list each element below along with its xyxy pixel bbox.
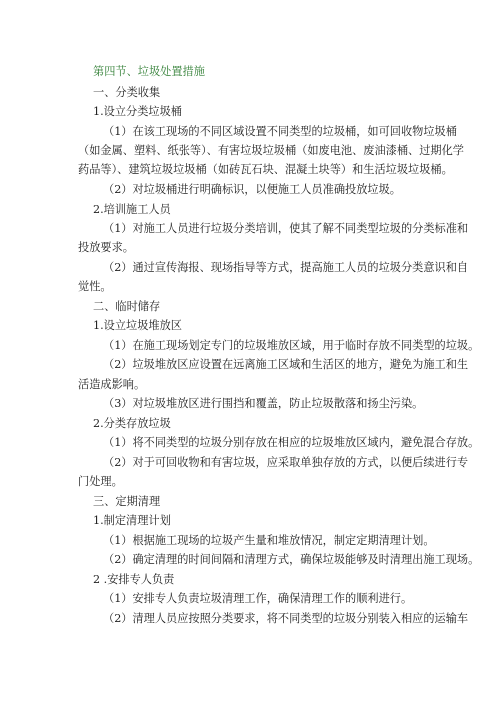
paragraph-line: （2）通过宣传海报、现场指导等方式，提高施工人员的垃圾分类意识和自 <box>103 261 469 274</box>
section-title: 第四节、垃圾处置措施 <box>93 65 205 78</box>
paragraph-line: （1）将不同类型的垃圾分别存放在相应的垃圾堆放区域内，避免混合存放。 <box>103 436 480 449</box>
paragraph-line: （2）对垃圾桶进行明确标识，以便施工人员准确投放垃圾。 <box>103 183 401 196</box>
paragraph-line: 药品等）、建筑垃圾垃圾桶（如砖瓦石块、混凝土块等）和生活垃圾垃圾桶。 <box>78 163 453 176</box>
paragraph-line: （2）对于可回收物和有害垃圾，应采取单独存放的方式，以便后续进行专 <box>103 456 469 469</box>
paragraph-line: 投放要求。 <box>78 241 134 254</box>
paragraph-line: （如金属、塑料、纸张等）、有害垃圾垃圾桶（如废电池、废油漆桶、过期化学 <box>78 144 464 157</box>
paragraph-line: （1）安排专人负责垃圾清理工作，确保清理工作的顺利进行。 <box>103 592 413 605</box>
paragraph-line: （1）对施工人员进行垃圾分类培训，使其了解不同类型垃圾的分类标准和 <box>103 222 469 235</box>
paragraph-line: 门处理。 <box>78 475 123 488</box>
subheading-storage-area: 1.设立垃圾堆放区 <box>93 319 182 332</box>
subheading-sorted-storage: 2.分类存放垃圾 <box>93 417 171 430</box>
paragraph-line: （1）在该工现场的不同区域设置不同类型的垃圾桶，如可回收物垃圾桶 <box>103 125 457 138</box>
paragraph-line: （2）垃圾堆放区应设置在远离施工区域和生活区的地方，避免为施工和生 <box>103 358 469 371</box>
subheading-training: 2.培训施工人员 <box>93 203 171 216</box>
heading-regular-cleanup: 三、定期清理 <box>93 495 161 508</box>
paragraph-line: 觉性。 <box>78 280 112 293</box>
paragraph-line: （3）对垃圾堆放区进行围挡和覆盖，防止垃圾散落和扬尘污染。 <box>103 397 424 410</box>
paragraph-line: （1）根据施工现场的垃圾产生量和堆放情况，制定定期清理计划。 <box>103 534 435 547</box>
heading-temporary-storage: 二、临时储存 <box>93 300 161 313</box>
subheading-cleanup-plan: 1.制定清理计划 <box>93 514 171 527</box>
paragraph-line: 活造成影响。 <box>78 378 146 391</box>
subheading-set-bins: 1.设立分类垃圾桶 <box>93 105 182 118</box>
paragraph-line: （2）确定清理的时间间隔和清理方式，确保垃圾能够及时清理出施工现场。 <box>103 553 480 566</box>
paragraph-line: （2）清理人员应按照分类要求，将不同类型的垃圾分别装入相应的运输车 <box>103 612 469 625</box>
heading-sort-collection: 一、分类收集 <box>93 86 161 99</box>
paragraph-line: （1）在施工现场划定专门的垃圾堆放区域，用于临时存放不同类型的垃圾。 <box>103 339 480 352</box>
subheading-assign-staff: 2 .安排专人负责 <box>93 573 175 586</box>
